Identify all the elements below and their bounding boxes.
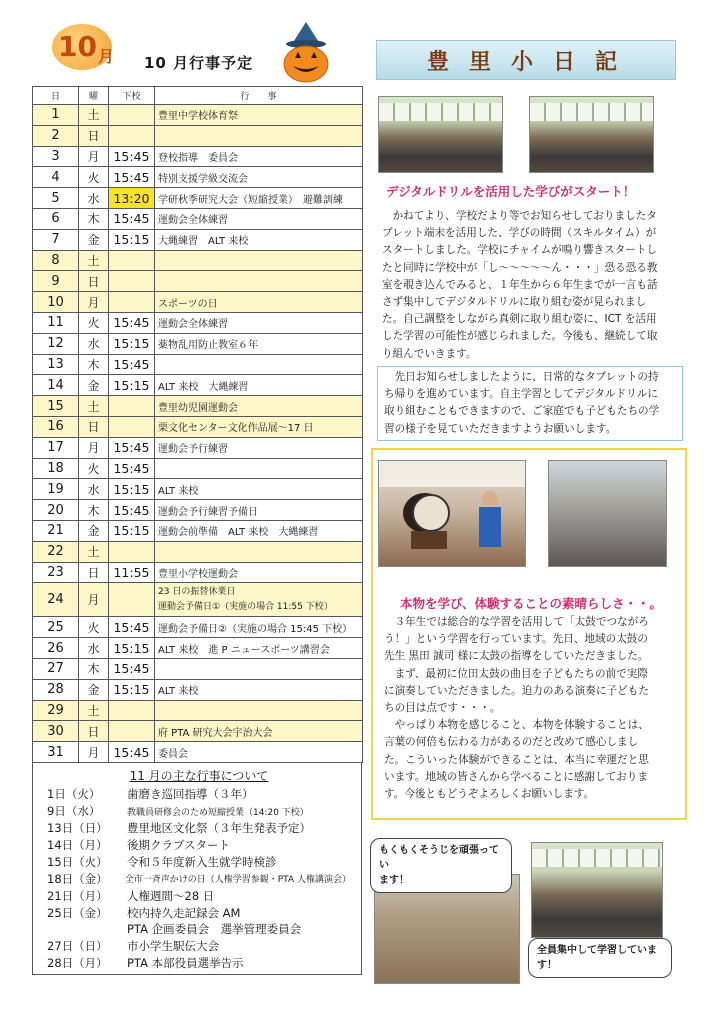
schedule-date: 3	[33, 146, 79, 167]
november-date: 1日（火）	[47, 787, 101, 802]
schedule-weekday: 月	[79, 292, 109, 313]
schedule-weekday: 日	[79, 125, 109, 146]
november-date: 9日（水）	[47, 804, 101, 819]
article2-body	[384, 614, 680, 803]
schedule-weekday: 土	[79, 105, 109, 126]
schedule-weekday: 月	[79, 437, 109, 458]
schedule-dismissal: 13:20	[109, 188, 155, 209]
november-list	[47, 786, 351, 972]
november-date: 21日（月）	[47, 888, 108, 903]
schedule-dismissal	[109, 396, 155, 417]
bubble-line: す！	[537, 960, 557, 971]
schedule-weekday: 木	[79, 354, 109, 375]
schedule-dismissal: 15:45	[109, 658, 155, 679]
text-line: た。こういった体験ができることは、本当に幸運だと思	[384, 753, 649, 766]
schedule-row	[33, 679, 363, 700]
november-item	[47, 904, 351, 921]
schedule-dismissal	[109, 250, 155, 271]
schedule-date: 1	[33, 105, 79, 126]
schedule-weekday: 水	[79, 479, 109, 500]
banner-char: 日	[553, 48, 584, 75]
november-event: 豊里地区文化祭（３年生発表予定）	[127, 821, 311, 836]
november-item	[47, 887, 351, 904]
text-line: ブレット端末を活用した、学びの時間（スキルタイム）が	[382, 227, 657, 240]
schedule-event: 運動会全体練習	[155, 208, 363, 229]
schedule-date: 25	[33, 617, 79, 638]
schedule-dismissal: 15:15	[109, 375, 155, 396]
schedule-event: 委員会	[155, 742, 363, 763]
schedule-event: 登校指導 委員会	[155, 146, 363, 167]
schedule-weekday: 月	[79, 742, 109, 763]
col-event: 行 事	[155, 87, 363, 105]
schedule-weekday: 土	[79, 541, 109, 562]
schedule-row	[33, 617, 363, 638]
schedule-event: 特別支援学級交流会	[155, 167, 363, 188]
schedule-weekday: 水	[79, 188, 109, 209]
schedule-event: ALT 来校	[155, 679, 363, 700]
november-date: 14日（月）	[47, 838, 108, 853]
study-bubble	[528, 938, 672, 978]
schedule-event: ALT 来校 大縄練習	[155, 375, 363, 396]
schedule-date: 18	[33, 458, 79, 479]
november-event: 全市一斉声かけの日（人権学習参観・PTA 人権講演会）	[124, 875, 351, 886]
schedule-row	[33, 700, 363, 721]
month-char: 月	[98, 47, 115, 66]
schedule-event: 運動会全体練習	[155, 312, 363, 333]
schedule-date: 30	[33, 721, 79, 742]
schedule-date: 7	[33, 229, 79, 250]
text-line: まず、最初に位田太鼓の曲目を子どもたちの前で実際	[394, 667, 648, 680]
col-dismissal: 下校	[109, 87, 155, 105]
schedule-dismissal: 15:45	[109, 437, 155, 458]
november-event: PTA 企画委員会 選挙管理委員会	[127, 922, 302, 937]
schedule-weekday: 土	[79, 250, 109, 271]
schedule-dismissal	[109, 541, 155, 562]
schedule-row	[33, 188, 363, 209]
schedule-dismissal: 15:15	[109, 333, 155, 354]
november-date: 27日（日）	[47, 939, 108, 954]
schedule-dismissal: 15:45	[109, 617, 155, 638]
schedule-dismissal: 11:55	[109, 562, 155, 583]
schedule-row	[33, 167, 363, 188]
schedule-dismissal: 15:15	[109, 520, 155, 541]
schedule-date: 11	[33, 312, 79, 333]
schedule-row	[33, 105, 363, 126]
schedule-event: 薬物乱用防止教室６年	[155, 333, 363, 354]
schedule-weekday: 火	[79, 312, 109, 333]
schedule-event	[155, 125, 363, 146]
schedule-row	[33, 742, 363, 763]
schedule-weekday: 金	[79, 520, 109, 541]
text-line: 先日お知らせしましたように、日常的なタブレットの持	[394, 371, 659, 383]
schedule-date: 28	[33, 679, 79, 700]
schedule-event: ALT 来校 進 P ニュースポーツ講習会	[155, 638, 363, 659]
schedule-weekday: 土	[79, 700, 109, 721]
november-date: 25日（金）	[47, 905, 108, 920]
schedule-date: 24	[33, 583, 79, 617]
schedule-date: 29	[33, 700, 79, 721]
schedule-weekday: 金	[79, 375, 109, 396]
schedule-date: 19	[33, 479, 79, 500]
november-item	[47, 837, 351, 854]
schedule-weekday: 金	[79, 679, 109, 700]
schedule-row	[33, 292, 363, 313]
schedule-dismissal: 15:45	[109, 312, 155, 333]
text-line: ち帰りを進めています。自主学習としてデジタルドリルに	[384, 388, 658, 401]
schedule-event	[155, 458, 363, 479]
schedule-row	[33, 146, 363, 167]
text-line: り組んでいきます。	[382, 347, 477, 360]
schedule-dismissal: 15:15	[109, 679, 155, 700]
schedule-date: 12	[33, 333, 79, 354]
schedule-row	[33, 229, 363, 250]
schedule-weekday: 木	[79, 658, 109, 679]
text-line: 先生 黒田 誠司 様に太鼓の指導をしていただきました。	[384, 650, 649, 663]
article1-headline: デジタルドリルを活用した学びがスタート！	[386, 184, 636, 199]
schedule-row	[33, 375, 363, 396]
text-line: う！」という学習を行っています。先日、地域の太鼓の	[384, 633, 648, 646]
schedule-event: 大縄練習 ALT 来校	[155, 229, 363, 250]
schedule-dismissal: 15:15	[109, 229, 155, 250]
text-line: 習の様子を見ていただきますようお願いします。	[384, 422, 617, 435]
schedule-date: 21	[33, 520, 79, 541]
bubble-line: 全員集中して学習していま	[537, 945, 657, 956]
schedule-event: 運動会予行練習	[155, 437, 363, 458]
schedule-row	[33, 638, 363, 659]
banner-char: 記	[595, 48, 626, 75]
november-event: 人権週間～28 日	[127, 888, 215, 903]
november-event: PTA 本部役員選挙告示	[127, 956, 244, 971]
schedule-row	[33, 250, 363, 271]
text-line: 室を覗き込んでみると、１年生から６年生までが一言も話	[382, 278, 658, 291]
schedule-date: 16	[33, 416, 79, 437]
schedule-event-line: 運動会予備日①（実施の場合 11:55 下校）	[158, 601, 333, 612]
schedule-dismissal: 15:45	[109, 500, 155, 521]
schedule-row	[33, 500, 363, 521]
schedule-event	[155, 700, 363, 721]
november-event: 後期クラブスタート	[127, 838, 231, 853]
schedule-date: 10	[33, 292, 79, 313]
diary-column	[374, 40, 684, 80]
schedule-event	[155, 658, 363, 679]
schedule-date: 6	[33, 208, 79, 229]
schedule-dismissal	[109, 105, 155, 126]
cleaning-bubble	[370, 838, 512, 893]
schedule-date: 8	[33, 250, 79, 271]
schedule-event	[155, 354, 363, 375]
schedule-dismissal	[109, 271, 155, 292]
schedule-dismissal: 15:45	[109, 146, 155, 167]
schedule-dismissal	[109, 125, 155, 146]
schedule-column	[32, 18, 364, 975]
schedule-header	[32, 18, 364, 86]
article2-headline: 本物を学び、体験することの素晴らしさ・・。	[400, 596, 663, 611]
schedule-dismissal: 15:45	[109, 742, 155, 763]
schedule-row	[33, 271, 363, 292]
schedule-dismissal	[109, 700, 155, 721]
schedule-dismissal: 15:45	[109, 354, 155, 375]
november-item	[47, 786, 351, 803]
schedule-weekday: 木	[79, 500, 109, 521]
col-date: 日	[33, 87, 79, 105]
text-line: 言葉の何倍も伝わる力があるのだと改めて感心しまし	[384, 736, 639, 749]
text-line: たと同時に学校中が「し～～～～～ん・・・」恐る恐る教	[382, 261, 658, 274]
schedule-event: 豊里中学校体育祭	[155, 105, 363, 126]
schedule-row	[33, 354, 363, 375]
schedule-date: 13	[33, 354, 79, 375]
schedule-date: 31	[33, 742, 79, 763]
schedule-row	[33, 125, 363, 146]
text-line: スタートしました。学校にチャイムが鳴り響きスタートし	[382, 244, 658, 257]
schedule-dismissal: 15:15	[109, 479, 155, 500]
text-line: ３年生では総合的な学習を活用して「太鼓でつながろ	[394, 616, 649, 628]
classroom-photo-1	[378, 96, 503, 173]
schedule-event: スポーツの日	[155, 292, 363, 313]
text-line: 取り組むこともできますので、ご家庭でも子どもたちの学	[384, 405, 660, 418]
classroom-photo-3	[531, 842, 663, 938]
november-title: 11 月の主な行事について	[129, 768, 269, 783]
taiko-drum-photo	[378, 460, 526, 567]
schedule-date: 5	[33, 188, 79, 209]
text-line: ちの目は点です・・・。	[384, 702, 501, 715]
schedule-table	[32, 86, 363, 763]
schedule-row	[33, 396, 363, 417]
bubble-line: ます！	[379, 875, 409, 886]
november-item	[47, 853, 351, 870]
text-line: た。自己調整をしながら真剣に取り組む姿に、ICT を活用	[382, 313, 657, 326]
schedule-date: 20	[33, 500, 79, 521]
schedule-weekday: 火	[79, 617, 109, 638]
november-date: 13日（日）	[47, 821, 108, 836]
article1-note	[377, 366, 683, 441]
schedule-event: 運動会前準備 ALT 来校 大縄練習	[155, 520, 363, 541]
schedule-row	[33, 437, 363, 458]
schedule-weekday: 火	[79, 458, 109, 479]
col-weekday: 曜	[79, 87, 109, 105]
schedule-weekday: 月	[79, 583, 109, 617]
schedule-date: 17	[33, 437, 79, 458]
november-item	[47, 938, 351, 955]
november-events	[32, 763, 362, 975]
schedule-row	[33, 658, 363, 679]
schedule-weekday: 日	[79, 562, 109, 583]
classroom-photo-2	[529, 96, 654, 173]
schedule-weekday: 水	[79, 333, 109, 354]
schedule-date: 27	[33, 658, 79, 679]
schedule-row	[33, 562, 363, 583]
november-event: 市小学生駅伝大会	[127, 939, 219, 954]
schedule-weekday: 月	[79, 146, 109, 167]
november-item	[47, 870, 351, 887]
schedule-row	[33, 721, 363, 742]
schedule-dismissal	[109, 292, 155, 313]
schedule-dismissal: 15:45	[109, 458, 155, 479]
schedule-event: 豊里幼児園運動会	[155, 396, 363, 417]
text-line: かねてより、学校だより等でお知らせしておりましたタ	[392, 210, 657, 222]
banner-char: 豊	[426, 48, 457, 75]
november-item	[47, 921, 351, 938]
schedule-date: 15	[33, 396, 79, 417]
november-event: 教職員研修会のため短縮授業（14:20 下校）	[127, 807, 309, 818]
schedule-weekday: 日	[79, 721, 109, 742]
schedule-row	[33, 208, 363, 229]
text-line: す。今後ともどうぞよろしくお願いします。	[384, 788, 595, 801]
schedule-event	[155, 250, 363, 271]
schedule-header-row	[33, 87, 363, 105]
november-event: 歯磨き巡回指導（３年）	[127, 787, 254, 802]
schedule-event: 豊里小学校運動会	[155, 562, 363, 583]
schedule-event: 府 PTA 研究大会宇治大会	[155, 721, 363, 742]
students-watching-photo	[548, 460, 667, 567]
schedule-event	[155, 271, 363, 292]
schedule-weekday: 火	[79, 167, 109, 188]
banner-char: 里	[468, 48, 499, 75]
schedule-row	[33, 312, 363, 333]
november-date: 28日（月）	[47, 956, 108, 971]
schedule-date: 4	[33, 167, 79, 188]
bubble-line: もくもくそうじを頑張ってい	[379, 845, 499, 871]
schedule-dismissal: 15:45	[109, 167, 155, 188]
text-line: さず集中してデジタルドリルに取り組む姿が見られまし	[382, 296, 647, 309]
schedule-date: 23	[33, 562, 79, 583]
schedule-dismissal: 15:45	[109, 208, 155, 229]
november-item	[47, 955, 351, 972]
schedule-row	[33, 333, 363, 354]
schedule-event	[155, 541, 363, 562]
schedule-event-line: 23 日の振替休業日	[158, 586, 236, 597]
schedule-event: ALT 来校	[155, 479, 363, 500]
article1-body	[382, 208, 684, 363]
text-line: に演奏していただきました。迫力のある演奏に子どもた	[384, 684, 649, 697]
taiko-drum-icon	[379, 461, 526, 567]
schedule-weekday: 金	[79, 229, 109, 250]
schedule-title: 10 月行事予定	[144, 54, 254, 72]
schedule-row	[33, 416, 363, 437]
schedule-date: 26	[33, 638, 79, 659]
november-date: 18日（金）	[47, 871, 108, 886]
schedule-dismissal	[109, 721, 155, 742]
schedule-body	[33, 105, 363, 763]
pumpkin-icon	[282, 22, 330, 84]
schedule-event: 運動会予備日②（実施の場合 15:45 下校）	[155, 617, 363, 638]
diary-banner	[376, 40, 676, 80]
schedule-date: 22	[33, 541, 79, 562]
schedule-row	[33, 541, 363, 562]
schedule-weekday: 日	[79, 271, 109, 292]
schedule-event: 学研秋季研究大会（短縮授業） 避難訓練	[155, 188, 363, 209]
month-badge	[52, 24, 120, 72]
november-date: 15日（火）	[47, 854, 108, 869]
text-line: います。地域の皆さんから学べることに感謝しておりま	[384, 770, 648, 783]
schedule-date: 9	[33, 271, 79, 292]
schedule-row	[33, 458, 363, 479]
schedule-weekday: 土	[79, 396, 109, 417]
november-item	[47, 803, 351, 820]
schedule-event: 運動会予行練習予備日	[155, 500, 363, 521]
schedule-weekday: 日	[79, 416, 109, 437]
month-number: 10	[58, 30, 97, 63]
schedule-row	[33, 520, 363, 541]
banner-char: 小	[510, 48, 541, 75]
november-event: 校内持久走記録会 AM	[127, 905, 241, 920]
schedule-weekday: 水	[79, 638, 109, 659]
schedule-date: 2	[33, 125, 79, 146]
november-event: 令和５年度新入生就学時検診	[127, 854, 277, 869]
schedule-date: 14	[33, 375, 79, 396]
schedule-event	[155, 583, 363, 617]
schedule-row	[33, 583, 363, 617]
november-item	[47, 820, 351, 837]
schedule-event: 栗文化センター文化作品展～17 日	[155, 416, 363, 437]
schedule-dismissal	[109, 416, 155, 437]
schedule-row	[33, 479, 363, 500]
text-line: やっぱり本物を感じること、本物を体験することは、	[394, 719, 649, 732]
schedule-dismissal: 15:15	[109, 638, 155, 659]
text-line: した学習の可能性が感じられました。今後も、継続して取	[382, 330, 658, 343]
schedule-weekday: 木	[79, 208, 109, 229]
schedule-dismissal	[109, 583, 155, 617]
